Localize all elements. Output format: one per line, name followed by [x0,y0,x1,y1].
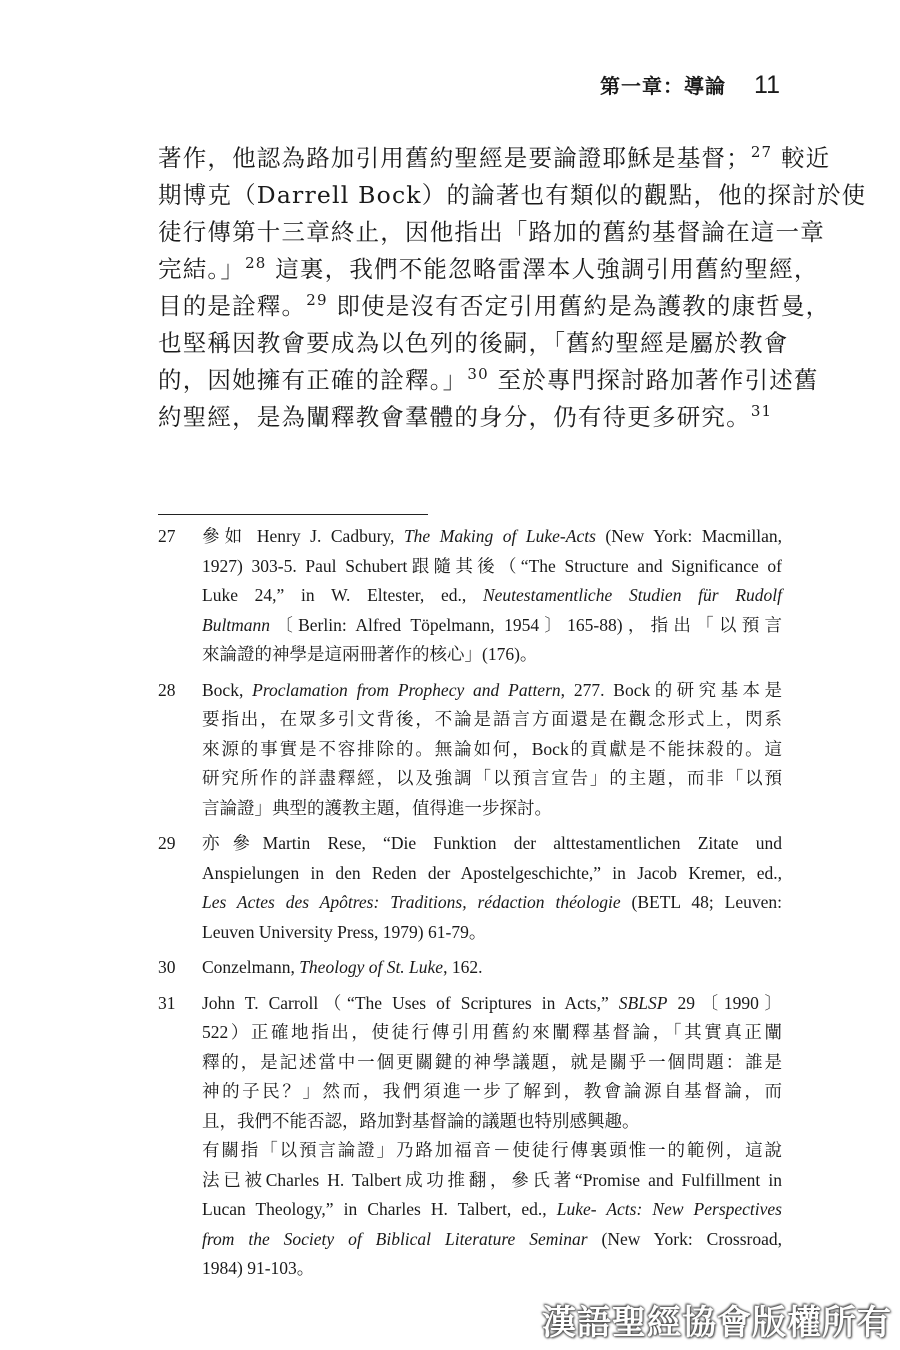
footnote-line [202,794,782,824]
body-line [158,251,819,288]
footnote-line [202,676,782,706]
footnote-number: 27 [158,526,176,546]
italic-title: Proclamation from Prophecy and Pattern [252,679,561,700]
footnote-run: Bock, [202,679,253,700]
footnote-run: Lucan Theology,” in Charles H. Talbert, ed., [202,1199,557,1219]
italic-title: The Making of Luke-Acts [403,526,596,546]
footnote-line [202,1018,782,1048]
footnote-run: 且，我們不能否認，路加對基督論的議題也特別感興趣。 [202,1110,640,1131]
body-text-run: 目的是詮釋。 [158,292,307,320]
body-line [158,288,831,325]
footnote-line [202,888,782,918]
copyright-watermark: 漢語聖經協會版權所有 [542,1303,892,1343]
footnote-ref: 27 [750,143,773,162]
footnote-run: 〔Berlin: Alfred Töpelmann, 1954〕165-88)，指出「以預言 [270,614,782,635]
footnote-line [202,522,782,552]
footnotes [158,522,782,1290]
footnote-line [202,1136,782,1166]
footnote-line [202,1077,782,1107]
footnote-line [202,829,782,859]
body-text-run: 至於專門探討路加著作引述舊 [488,366,819,394]
footnote-line [202,918,782,948]
footnote-ref: 30 [467,365,489,384]
footnote-number: 29 [158,833,176,853]
footnote-run: 亦參Martin Rese, “Die Funktion der alttestamentlichen Zitate und [202,833,782,853]
running-header [600,70,780,100]
footnote-line [202,764,782,794]
footnote-line [202,1195,782,1225]
footnote-line [202,989,782,1019]
footnote-run: Leuven University Press, 1979) 61-79。 [202,921,487,942]
footnote-text [202,989,782,1284]
footnote-30 [158,953,782,983]
footnote-run: John T. Carroll（“The Uses of Scriptures in Acts,” [202,992,619,1013]
footnote-line [202,953,782,983]
footnote-line [202,1166,782,1196]
footnote-line [202,1254,782,1284]
italic-title: Les Actes des Apôtres: Traditions, rédaction théologie [202,892,621,912]
footnote-run: , 277. Bock的研究基本是 [560,679,782,700]
body-text-run: 約聖經，是為闡釋教會羣體的身分，仍有待更多研究。 [158,403,751,431]
footnote-run: 參如 Henry J. Cadbury, [202,526,404,546]
footnote-run: 有關指「以預言論證」乃路加福音－使徒行傳裏頭惟一的範例，這說 [202,1140,782,1160]
footnote-run: 29〔1990〕 [667,992,782,1013]
footnote-run: (BETL 48; Leuven: [620,892,782,912]
footnote-text [202,522,782,670]
body-line [158,140,831,177]
footnote-line [202,611,782,641]
footnote-line [202,1048,782,1078]
footnote-line [202,581,782,611]
footnote-line [202,705,782,735]
footnote-text [202,676,782,824]
footnote-ref: 28 [245,254,267,273]
footnote-divider [158,514,428,515]
footnote-number: 30 [158,957,176,977]
footnote-run: 言論證」典型的護教主題，值得進一步探討。 [202,797,552,818]
body-text-run: 期博克（Darrell Bock）的論著也有類似的觀點，他的探討於使 [158,181,867,209]
footnote-run: 來源的事實是不容排除的。無論如何，Bock的貢獻是不能抹殺的。這 [202,738,782,759]
footnote-run: 神的子民？」然而，我們須進一步了解到，教會論源自基督論，而 [202,1081,782,1101]
footnote-31 [158,989,782,1284]
body-line [158,399,782,436]
footnote-run: 要指出，在眾多引文背後，不論是語言方面還是在觀念形式上，閃系 [202,709,782,729]
body-text-run: 徒行傳第十三章終止，因他指出「路加的舊約基督論在這一章 [158,218,825,246]
footnote-run: 釋的，是記述當中一個更關鍵的神學議題，就是關乎一個問題：誰是 [202,1051,782,1072]
italic-title: Theology of St. Luke [299,957,444,977]
page-number: 11 [754,71,780,99]
body-text-run: 較近 [772,144,831,172]
footnote-28 [158,676,782,824]
footnote-ref: 31 [750,402,773,421]
body-line [158,214,825,251]
footnote-text [202,829,782,947]
chapter-title: 第一章：導論 [600,74,727,98]
italic-title: SBLSP [618,992,668,1013]
footnote-27 [158,522,782,670]
footnote-line [202,1225,782,1255]
footnote-text [202,953,782,983]
footnote-run: Anspielungen in den Reden der Apostelgeschichte,” in Jacob Kremer, ed., [202,862,782,883]
footnote-run: 1984) 91-103。 [202,1258,315,1278]
body-text [158,140,867,436]
footnote-run: 研究所作的詳盡釋經，以及強調「以預言宣告」的主題，而非「以預 [202,768,782,788]
italic-title: from the Society of Biblical Literature Seminar [202,1228,588,1249]
body-text-run: 著作，他認為路加引用舊約聖經是要論證耶穌是基督； [158,144,751,172]
footnote-run: 522）正確地指出，使徒行傳引用舊約來闡釋基督論，「其實真正闡 [202,1022,782,1042]
body-text-run: 完結。」 [158,255,246,283]
footnote-run: Luke 24,” in W. Eltester, ed., [202,585,483,605]
body-text-run: 也堅稱因教會要成為以色列的後嗣，「舊約聖經是屬於教會 [158,329,789,357]
body-line [158,177,867,214]
body-text-run: 即使是沒有否定引用舊約是為護教的康哲曼， [327,292,831,320]
body-text-run: 這裏，我們不能忽略雷澤本人強調引用舊約聖經， [266,255,819,283]
body-line [158,325,789,362]
footnote-run: 來論證的神學是這兩冊著作的核心」(176)。 [202,644,538,664]
body-text-run: 的，因她擁有正確的詮釋。」 [158,366,468,394]
footnote-29 [158,829,782,947]
body-line [158,362,819,399]
italic-title: Luke- Acts: New Perspectives [556,1199,782,1219]
footnote-line [202,640,782,670]
footnote-run: 法已被Charles H. Talbert成功推翻，參氏著“Promise and Fulfillment in [202,1169,782,1190]
footnote-run: (New York: Macmillan, [595,526,783,546]
footnote-run: Conzelmann, [202,957,300,977]
footnote-number: 31 [158,992,176,1013]
footnote-run: , 162. [443,957,483,977]
italic-title: Bultmann [202,614,271,635]
italic-title: Neutestamentliche Studien für Rudolf [482,585,782,605]
footnote-ref: 29 [306,291,328,310]
footnote-line [202,859,782,889]
footnote-line [202,1107,782,1137]
footnote-run: 1927) 303-5. Paul Schubert跟隨其後（“The Structure and Significance of [202,555,782,576]
footnote-line [202,735,782,765]
footnote-number: 28 [158,679,176,700]
footnote-run: (New York: Crossroad, [587,1228,782,1249]
footnote-line [202,552,782,582]
